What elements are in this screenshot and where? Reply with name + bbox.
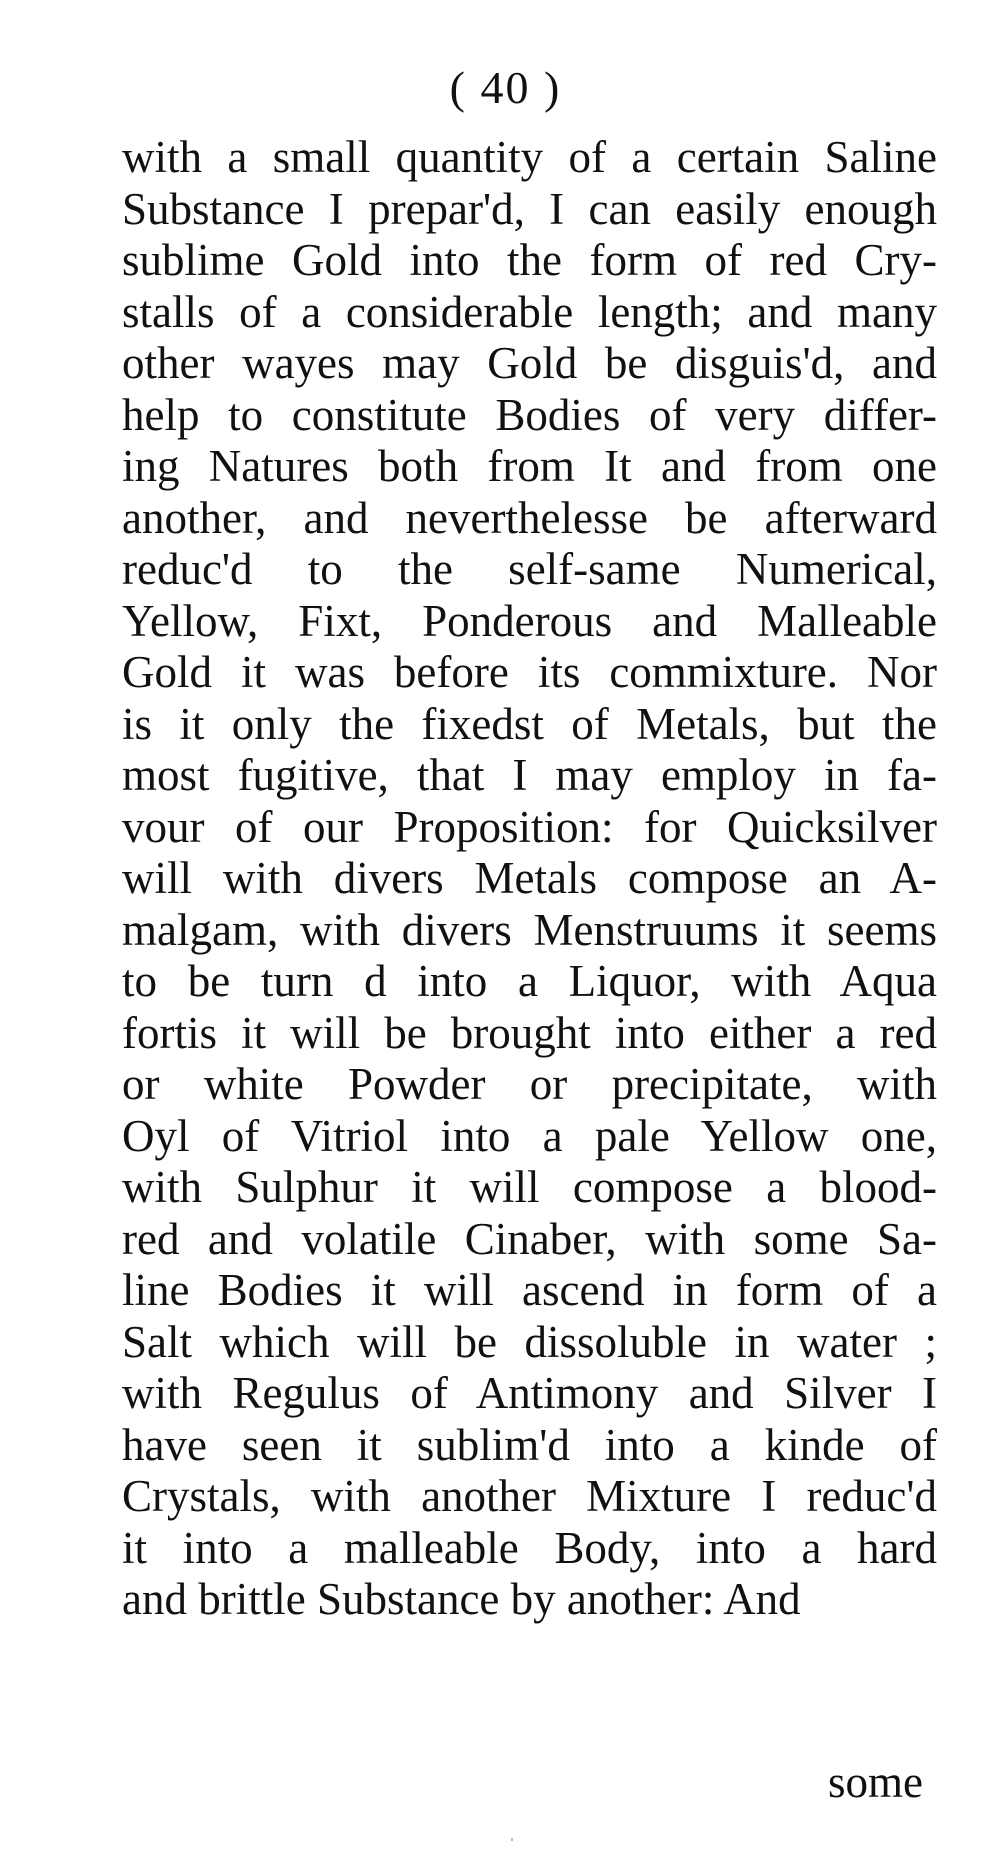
text-line: with Regulus of Antimony and Silver I	[122, 1368, 937, 1418]
text-line: red and volatile Cinaber, with some Sa-	[122, 1213, 937, 1264]
text-line: it into a malleable Body, into a hard	[122, 1522, 937, 1573]
text-line: other wayes may Gold be disguis'd, and	[122, 338, 937, 388]
text-line: another, and neverthelesse be afterward	[122, 492, 937, 543]
page-number: ( 40 )	[449, 62, 562, 113]
text-line: help to constitute Bodies of very differ-	[122, 389, 937, 440]
text-line: Crystals, with another Mixture I reduc'd	[122, 1471, 937, 1521]
text-line: will with divers Metals compose an A-	[122, 853, 937, 903]
text-line: or white Powder or precipitate, with	[122, 1059, 937, 1109]
text-line: fortis it will be brought into either a red	[122, 1007, 937, 1058]
text-line: Salt which will be dissoluble in water ;	[122, 1316, 937, 1367]
text-line: ing Natures both from It and from one	[122, 441, 937, 491]
text-line: with Sulphur it will compose a blood-	[122, 1162, 937, 1212]
catchword: some	[828, 1757, 923, 1807]
body-text	[122, 132, 937, 1626]
text-line: Oyl of Vitriol into a pale Yellow one,	[122, 1110, 937, 1161]
paper-speck	[511, 1838, 513, 1841]
text-line: Gold it was before its commixture. Nor	[122, 647, 937, 697]
text-line: most fugitive, that I may employ in fa-	[122, 750, 937, 800]
text-line: reduc'd to the self-same Numerical,	[122, 544, 937, 594]
text-line: is it only the fixedst of Metals, but the	[122, 698, 937, 749]
text-line: vour of our Proposition: for Quicksilver	[122, 801, 937, 852]
text-line: with a small quantity of a certain Saline	[122, 132, 937, 182]
text-line: and brittle Substance by another: And	[122, 1574, 801, 1624]
text-line: to be turn d into a Liquor, with Aqua	[122, 956, 937, 1006]
text-line: have seen it sublim'd into a kinde of	[122, 1419, 937, 1470]
text-line: stalls of a considerable length; and many	[122, 286, 937, 337]
text-line: sublime Gold into the form of red Cry-	[122, 235, 937, 285]
text-line: Substance I prepar'd, I can easily enough	[122, 183, 937, 234]
text-line: Yellow, Fixt, Ponderous and Malleable	[122, 595, 937, 646]
text-line: line Bodies it will ascend in form of a	[122, 1265, 937, 1315]
text-line: malgam, with divers Menstruums it seems	[122, 904, 937, 955]
